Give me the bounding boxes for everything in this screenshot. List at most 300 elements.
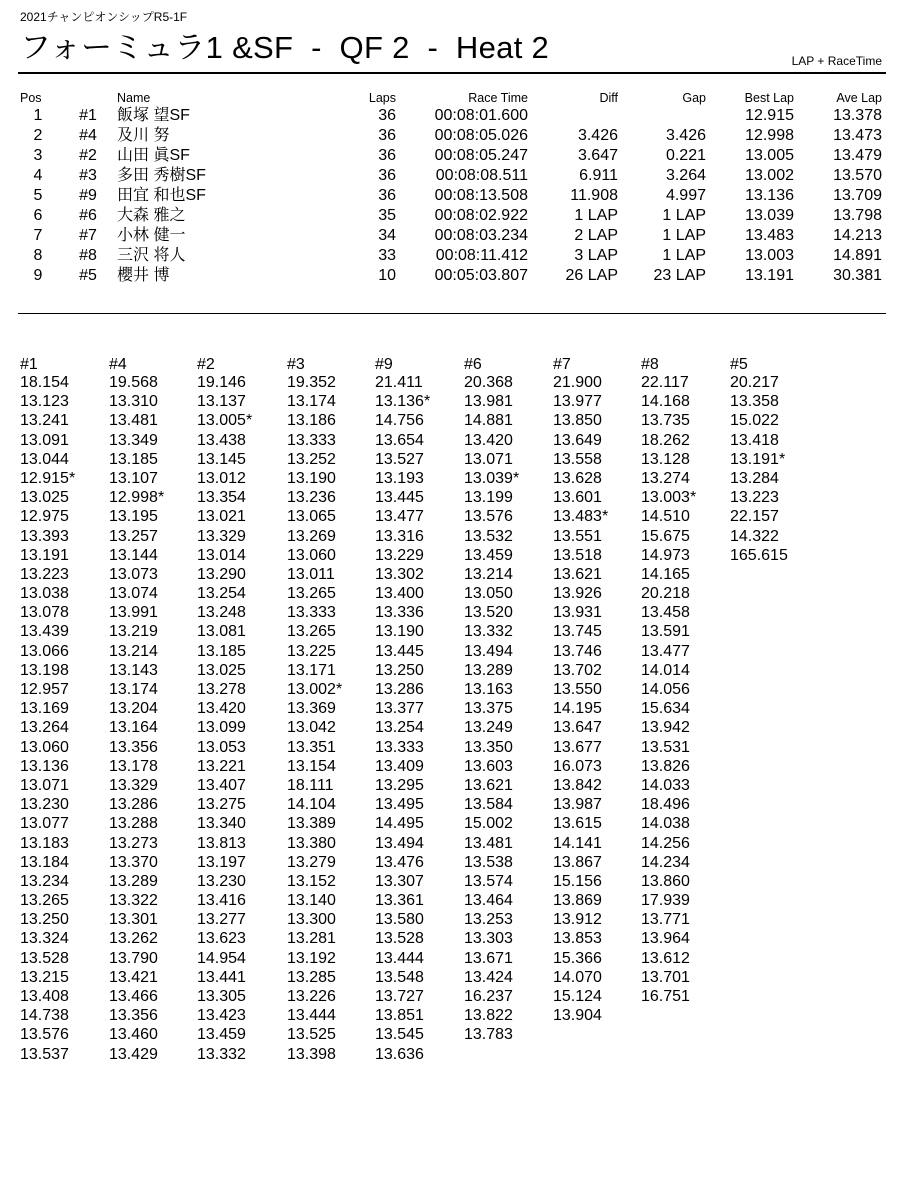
lap-time: 18.154 — [20, 374, 69, 391]
result-pos: 5 — [33, 187, 43, 204]
result-diff: 1 LAP — [574, 207, 618, 224]
result-ave-lap: 13.479 — [833, 147, 882, 164]
lap-time: 13.284 — [730, 469, 779, 487]
lap-time: 13.389 — [287, 815, 336, 833]
lap-time: 13.746 — [553, 642, 602, 660]
lap-time: 13.145 — [197, 450, 246, 468]
lap-time: 15.634 — [641, 700, 690, 718]
lap-time: 13.518 — [553, 546, 602, 564]
lap-time: 13.580 — [375, 911, 424, 929]
lap-time: 13.525 — [287, 1026, 336, 1044]
lap-time: 13.169 — [20, 700, 69, 718]
lap-time: 14.234 — [641, 853, 690, 871]
lap-time: 13.375 — [464, 700, 513, 718]
lap-time: 165.615 — [730, 546, 788, 564]
lap-time: 13.262 — [109, 930, 158, 948]
lap-time: 13.198 — [20, 661, 69, 679]
lap-time: 13.441 — [197, 968, 246, 986]
lap-time: 13.171 — [287, 661, 336, 679]
lap-time: 15.002 — [464, 815, 513, 833]
lap-time: 13.423 — [197, 1007, 246, 1025]
result-gap: 1 LAP — [662, 247, 706, 264]
lap-time: 13.869 — [553, 892, 602, 910]
lap-time: 13.199 — [464, 489, 513, 507]
result-best-lap: 13.002 — [745, 167, 794, 184]
result-ave-lap: 13.709 — [833, 187, 882, 204]
result-diff: 3.426 — [577, 127, 618, 144]
result-car-number: #8 — [79, 247, 97, 264]
result-race-time: 00:08:13.508 — [434, 187, 528, 204]
lap-time: 13.316 — [375, 527, 424, 545]
lap-time: 13.107 — [109, 469, 158, 487]
lap-time: 13.421 — [109, 968, 158, 986]
lap-time: 13.477 — [641, 642, 690, 660]
lap-column — [197, 356, 252, 1064]
lap-time: 13.904 — [553, 1007, 602, 1025]
result-gap: 3.264 — [665, 167, 706, 184]
lap-time: 15.156 — [553, 872, 602, 890]
lap-time: 14.510 — [641, 508, 690, 526]
result-pos: 4 — [33, 167, 43, 184]
lap-time: 13.790 — [109, 949, 158, 967]
lap-time: 13.039* — [464, 469, 520, 487]
lap-time: 13.192 — [287, 949, 336, 967]
lap-time: 13.011 — [287, 565, 335, 583]
lap-time: 13.174 — [109, 681, 158, 698]
result-diff: 3.647 — [577, 147, 618, 164]
lap-time: 14.256 — [641, 834, 690, 852]
lap-time: 13.005* — [197, 412, 253, 430]
result-ave-lap: 13.378 — [833, 107, 882, 124]
lap-time: 13.050 — [464, 585, 513, 603]
lap-time: 16.751 — [641, 988, 690, 1005]
lap-column — [20, 356, 75, 1064]
lap-time: 13.265 — [20, 892, 69, 910]
lap-time: 13.677 — [553, 738, 602, 756]
lap-time: 15.124 — [553, 988, 602, 1005]
lap-time: 13.253 — [464, 911, 513, 929]
lap-time: 13.274 — [641, 469, 690, 487]
lap-time: 13.842 — [553, 776, 602, 794]
lap-time: 13.649 — [553, 431, 602, 449]
result-gap: 1 LAP — [662, 207, 706, 224]
col-header-gap: Gap — [682, 91, 706, 105]
result-car-number: #1 — [79, 107, 97, 124]
lap-time: 13.702 — [553, 661, 602, 679]
lap-time: 13.528 — [20, 949, 69, 967]
lap-time: 19.352 — [287, 374, 336, 391]
lap-time: 13.494 — [464, 642, 513, 660]
result-gap: 1 LAP — [662, 227, 706, 244]
lap-column-header: #1 — [20, 356, 38, 373]
result-best-lap: 12.998 — [745, 127, 794, 144]
lap-time: 13.197 — [197, 853, 246, 871]
lap-time: 14.738 — [20, 1007, 69, 1025]
result-race-time: 00:05:03.807 — [434, 267, 528, 284]
lap-time: 13.195 — [109, 508, 158, 526]
lap-time: 13.537 — [20, 1045, 69, 1063]
lap-time: 13.074 — [109, 585, 158, 603]
lap-time: 13.003* — [641, 489, 697, 507]
lap-time: 13.361 — [375, 892, 424, 910]
lap-time: 13.822 — [464, 1007, 513, 1025]
lap-time: 15.675 — [641, 527, 690, 545]
result-car-number: #7 — [79, 227, 97, 244]
lap-time: 13.204 — [109, 700, 158, 718]
lap-time: 14.104 — [287, 796, 336, 814]
lap-column-header: #8 — [641, 356, 659, 373]
lap-time: 13.439 — [20, 623, 69, 641]
lap-time: 20.218 — [641, 585, 690, 603]
lap-time: 13.520 — [464, 604, 513, 622]
lap-time: 13.628 — [553, 469, 602, 487]
result-laps: 33 — [378, 247, 396, 264]
lap-time: 13.257 — [109, 527, 158, 545]
lap-time: 13.214 — [464, 565, 513, 583]
lap-time: 13.548 — [375, 968, 424, 986]
result-diff: 11.908 — [570, 187, 618, 204]
lap-time: 14.056 — [641, 681, 690, 698]
lap-time: 13.408 — [20, 988, 69, 1005]
lap-time: 13.279 — [287, 853, 336, 871]
lap-time: 13.152 — [287, 872, 336, 890]
lap-time: 13.012 — [197, 469, 246, 487]
report-type-label: LAP + RaceTime — [791, 54, 882, 68]
lap-time: 13.393 — [20, 527, 69, 545]
lap-time: 13.190 — [375, 623, 424, 641]
result-ave-lap: 14.213 — [833, 227, 882, 244]
lap-time: 13.623 — [197, 930, 246, 948]
lap-time: 13.333 — [287, 431, 336, 449]
lap-column — [464, 356, 519, 1045]
lap-time: 13.576 — [20, 1026, 69, 1044]
results-row — [0, 246, 900, 266]
lap-time: 14.495 — [375, 815, 424, 833]
lap-time: 13.286 — [109, 796, 158, 814]
lap-time: 13.236 — [287, 489, 336, 507]
col-header-diff: Diff — [599, 91, 618, 105]
lap-time: 13.163 — [464, 681, 513, 698]
lap-time: 13.380 — [287, 834, 336, 852]
lap-time: 13.044 — [20, 450, 69, 468]
lap-time: 13.477 — [375, 508, 424, 526]
result-race-time: 00:08:01.600 — [434, 107, 528, 124]
lap-time: 14.033 — [641, 776, 690, 794]
lap-time: 13.278 — [197, 681, 246, 698]
result-race-time: 00:08:08.511 — [435, 167, 528, 184]
lap-time: 14.141 — [553, 834, 602, 852]
results-row — [0, 126, 900, 146]
lap-time: 13.099 — [197, 719, 246, 737]
col-header-ave-lap: Ave Lap — [836, 91, 882, 105]
lap-time: 18.111 — [287, 776, 334, 794]
result-pos: 7 — [33, 227, 43, 244]
lap-time: 13.254 — [375, 719, 424, 737]
results-header-row — [0, 90, 900, 106]
lap-time: 13.002* — [287, 681, 343, 698]
lap-time: 13.349 — [109, 431, 158, 449]
result-gap: 23 LAP — [653, 267, 706, 284]
lap-time: 13.128 — [641, 450, 690, 468]
lap-time: 13.416 — [197, 892, 246, 910]
lap-time: 13.214 — [109, 642, 158, 660]
header-divider — [18, 72, 886, 74]
result-laps: 36 — [378, 147, 396, 164]
lap-time: 14.168 — [641, 393, 690, 411]
result-car-number: #3 — [79, 167, 97, 184]
lap-time: 13.250 — [375, 661, 424, 679]
lap-time: 13.420 — [197, 700, 246, 718]
lap-time: 13.078 — [20, 604, 69, 622]
lap-time: 14.881 — [464, 412, 513, 430]
lap-time: 13.350 — [464, 738, 513, 756]
lap-time: 13.234 — [20, 872, 69, 890]
lap-time: 13.991 — [109, 604, 158, 622]
lap-time: 13.322 — [109, 892, 158, 910]
lap-time: 13.351 — [287, 738, 336, 756]
lap-time: 13.174 — [287, 393, 336, 411]
result-car-number: #9 — [79, 187, 97, 204]
result-pos: 8 — [33, 247, 43, 264]
lap-time: 22.157 — [730, 508, 779, 526]
lap-time: 13.333 — [375, 738, 424, 756]
lap-time: 13.065 — [287, 508, 336, 526]
lap-time: 13.183 — [20, 834, 69, 852]
lap-column — [730, 356, 788, 565]
lap-time: 13.229 — [375, 546, 424, 564]
result-ave-lap: 14.891 — [833, 247, 882, 264]
lap-time: 13.250 — [20, 911, 69, 929]
lap-time: 13.783 — [464, 1026, 513, 1044]
lap-time: 13.091 — [20, 431, 69, 449]
lap-time: 13.021 — [197, 508, 246, 526]
lap-time: 13.269 — [287, 527, 336, 545]
lap-time: 13.494 — [375, 834, 424, 852]
lap-time: 13.164 — [109, 719, 158, 737]
lap-time: 13.230 — [20, 796, 69, 814]
lap-time: 13.073 — [109, 565, 158, 583]
lap-time: 13.071 — [20, 776, 69, 794]
lap-time: 13.356 — [109, 738, 158, 756]
lap-time: 13.727 — [375, 988, 424, 1005]
result-driver-name: 小林 健一 — [117, 227, 186, 244]
event-subtitle: 2021チャンピオンシップR5-1F — [20, 10, 188, 24]
lap-time: 13.275 — [197, 796, 246, 814]
result-driver-name: 櫻井 博 — [117, 267, 170, 284]
lap-time: 13.942 — [641, 719, 690, 737]
result-race-time: 00:08:05.247 — [434, 147, 528, 164]
lap-time: 13.123 — [20, 393, 69, 411]
lap-time: 13.459 — [464, 546, 513, 564]
lap-time: 13.289 — [464, 661, 513, 679]
result-race-time: 00:08:03.234 — [434, 227, 528, 244]
result-diff: 3 LAP — [574, 247, 618, 264]
lap-time: 13.025 — [197, 661, 246, 679]
lap-time: 13.912 — [553, 911, 602, 929]
lap-time: 13.154 — [287, 757, 336, 775]
lap-time: 13.531 — [641, 738, 690, 756]
result-ave-lap: 13.473 — [833, 127, 882, 144]
lap-time: 13.286 — [375, 681, 424, 698]
lap-time: 17.939 — [641, 892, 690, 910]
lap-time: 13.219 — [109, 623, 158, 641]
lap-time: 21.411 — [375, 374, 423, 391]
lap-time: 13.038 — [20, 585, 69, 603]
result-driver-name: 及川 努 — [117, 127, 170, 144]
lap-time: 13.223 — [730, 489, 779, 507]
result-driver-name: 山田 眞SF — [117, 147, 190, 164]
lap-time: 13.460 — [109, 1026, 158, 1044]
lap-time: 13.851 — [375, 1007, 424, 1025]
lap-time: 13.178 — [109, 757, 158, 775]
lap-time: 13.495 — [375, 796, 424, 814]
lap-time: 13.215 — [20, 968, 69, 986]
lap-column — [641, 356, 696, 1006]
lap-time: 13.285 — [287, 968, 336, 986]
lap-time: 13.302 — [375, 565, 424, 583]
lap-time: 13.458 — [641, 604, 690, 622]
lap-time: 13.771 — [641, 911, 690, 929]
lap-time: 13.745 — [553, 623, 602, 641]
lap-time: 13.273 — [109, 834, 158, 852]
lap-time: 13.185 — [109, 450, 158, 468]
result-driver-name: 三沢 将人 — [117, 247, 186, 264]
lap-time: 12.915* — [20, 469, 76, 487]
result-car-number: #4 — [79, 127, 97, 144]
results-divider — [18, 313, 886, 314]
lap-time: 13.964 — [641, 930, 690, 948]
result-pos: 6 — [33, 207, 43, 224]
lap-time: 13.014 — [197, 546, 246, 564]
lap-time: 13.143 — [109, 661, 158, 679]
lap-time: 13.184 — [20, 853, 69, 871]
lap-time: 19.146 — [197, 374, 246, 391]
lap-time: 13.647 — [553, 719, 602, 737]
result-pos: 2 — [33, 127, 43, 144]
lap-time: 20.368 — [464, 374, 513, 391]
lap-time: 13.701 — [641, 968, 690, 986]
lap-time: 13.356 — [109, 1007, 158, 1025]
col-header-pos: Pos — [20, 91, 42, 105]
results-row — [0, 146, 900, 166]
lap-time: 13.252 — [287, 450, 336, 468]
col-header-laps: Laps — [368, 91, 396, 105]
lap-time: 15.366 — [553, 949, 602, 967]
lap-column-header: #5 — [730, 356, 748, 373]
lap-time: 13.545 — [375, 1026, 424, 1044]
result-pos: 9 — [33, 267, 43, 284]
lap-time: 13.615 — [553, 815, 602, 833]
result-pos: 1 — [33, 107, 43, 124]
lap-time: 13.230 — [197, 872, 246, 890]
lap-time: 13.248 — [197, 604, 246, 622]
result-driver-name: 田宜 和也SF — [117, 187, 206, 204]
lap-time: 13.444 — [287, 1007, 336, 1025]
lap-time: 13.264 — [20, 719, 69, 737]
result-ave-lap: 13.798 — [833, 207, 882, 224]
lap-time: 13.621 — [464, 776, 513, 794]
lap-time: 13.591 — [641, 623, 690, 641]
result-laps: 36 — [378, 167, 396, 184]
result-driver-name: 飯塚 望SF — [117, 107, 190, 124]
lap-time: 13.481 — [109, 412, 158, 430]
result-laps: 36 — [378, 107, 396, 124]
lap-time: 14.038 — [641, 815, 690, 833]
result-ave-lap: 13.570 — [833, 167, 882, 184]
lap-column — [375, 356, 430, 1064]
lap-column — [287, 356, 342, 1064]
lap-time: 13.025 — [20, 489, 69, 507]
result-pos: 3 — [33, 147, 43, 164]
lap-time: 13.060 — [20, 738, 69, 756]
result-laps: 36 — [378, 127, 396, 144]
lap-time: 13.193 — [375, 469, 424, 487]
lap-time: 13.826 — [641, 757, 690, 775]
lap-time: 13.060 — [287, 546, 336, 564]
col-header-race-time: Race Time — [468, 91, 528, 105]
lap-time: 13.053 — [197, 738, 246, 756]
lap-time: 13.654 — [375, 431, 424, 449]
lap-time: 13.409 — [375, 757, 424, 775]
result-best-lap: 13.483 — [745, 227, 794, 244]
lap-time: 13.333 — [287, 604, 336, 622]
lap-time: 13.369 — [287, 700, 336, 718]
lap-time: 13.265 — [287, 585, 336, 603]
lap-column-header: #9 — [375, 356, 393, 373]
lap-time: 13.538 — [464, 853, 513, 871]
lap-time: 13.400 — [375, 585, 424, 603]
lap-time: 13.191* — [730, 450, 786, 468]
lap-time: 13.186 — [287, 412, 336, 430]
lap-column — [553, 356, 608, 1025]
lap-column-header: #6 — [464, 356, 482, 373]
lap-time: 13.223 — [20, 565, 69, 583]
lap-time: 13.336 — [375, 604, 424, 622]
result-car-number: #2 — [79, 147, 97, 164]
lap-time: 13.377 — [375, 700, 424, 718]
result-best-lap: 13.003 — [745, 247, 794, 264]
lap-time: 13.340 — [197, 815, 246, 833]
result-car-number: #5 — [79, 267, 97, 284]
lap-time: 15.022 — [730, 412, 779, 430]
lap-time: 13.295 — [375, 776, 424, 794]
lap-time: 13.136 — [20, 757, 69, 775]
lap-time: 13.574 — [464, 872, 513, 890]
result-gap: 0.221 — [665, 147, 706, 164]
results-row — [0, 226, 900, 246]
results-table — [0, 90, 900, 286]
lap-time: 13.332 — [197, 1045, 246, 1063]
lap-time: 14.070 — [553, 968, 602, 986]
lap-time: 13.445 — [375, 642, 424, 660]
result-laps: 36 — [378, 187, 396, 204]
lap-time: 13.550 — [553, 681, 602, 698]
lap-time: 13.528 — [375, 930, 424, 948]
lap-time: 13.225 — [287, 642, 336, 660]
lap-time: 13.137 — [197, 393, 246, 411]
lap-time: 13.813 — [197, 834, 246, 852]
result-driver-name: 多田 秀樹SF — [117, 167, 206, 184]
lap-time: 18.496 — [641, 796, 690, 814]
lap-time: 13.071 — [464, 450, 513, 468]
lap-time: 13.438 — [197, 431, 246, 449]
lap-time: 13.221 — [197, 757, 246, 775]
lap-time: 13.191 — [20, 546, 69, 564]
lap-time: 13.926 — [553, 585, 602, 603]
results-row — [0, 166, 900, 186]
lap-time: 14.973 — [641, 546, 690, 564]
lap-time: 13.332 — [464, 623, 513, 641]
